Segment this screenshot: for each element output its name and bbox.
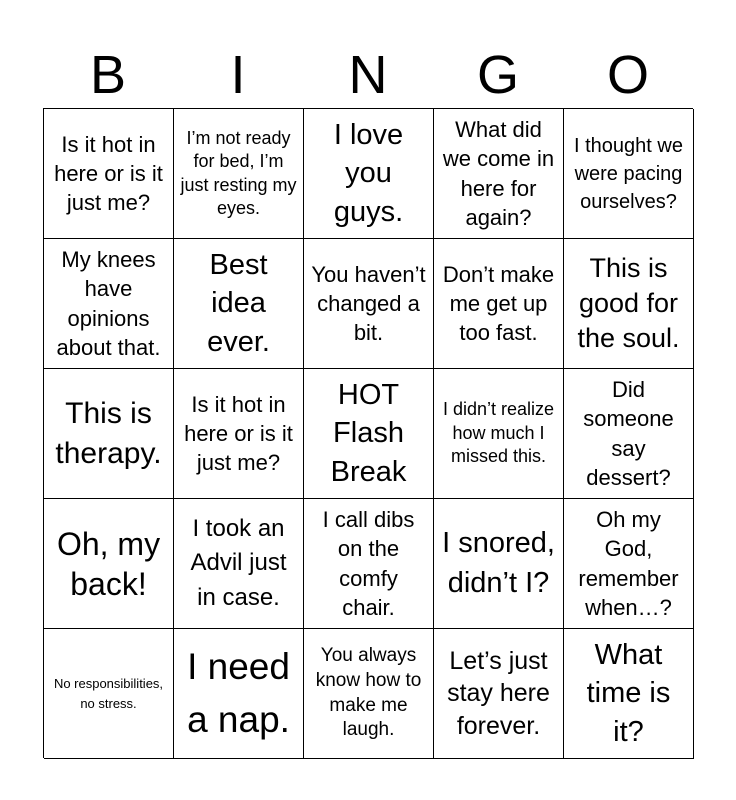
bingo-cell-text: What did we come in here for again? bbox=[442, 117, 555, 230]
bingo-cell-r5c5[interactable] bbox=[564, 629, 694, 759]
bingo-cell-r3c5[interactable] bbox=[564, 369, 694, 499]
bingo-cell-r3c2[interactable] bbox=[174, 369, 304, 499]
bingo-cell-r2c5[interactable] bbox=[564, 239, 694, 369]
bingo-cell-r4c2[interactable] bbox=[174, 499, 304, 629]
header-letter-n: N bbox=[348, 45, 388, 105]
bingo-cell-text: Is it hot in here or is it just me? bbox=[54, 131, 163, 216]
bingo-cell-text: You always know how to make me laugh. bbox=[315, 645, 422, 741]
bingo-cell-text: Oh my God, remember when…? bbox=[578, 507, 679, 620]
header-letter-o: O bbox=[606, 45, 649, 105]
bingo-cell-text: Did someone say dessert? bbox=[583, 377, 674, 490]
bingo-card-grid bbox=[43, 108, 693, 758]
bingo-cell-text: HOT Flash Break bbox=[330, 378, 407, 488]
bingo-cell-r5c2[interactable] bbox=[174, 629, 304, 759]
bingo-header bbox=[43, 42, 693, 108]
bingo-cell-r4c4[interactable] bbox=[434, 499, 564, 629]
bingo-cell-text: I call dibs on the comfy chair. bbox=[322, 507, 415, 620]
bingo-cell-r2c2[interactable] bbox=[174, 239, 304, 369]
bingo-cell-r1c1[interactable] bbox=[44, 109, 174, 239]
bingo-cell-text: No responsibilities, no stress. bbox=[53, 676, 164, 711]
bingo-cell-r3c4[interactable] bbox=[434, 369, 564, 499]
bingo-cell-text: You haven’t changed a bit. bbox=[311, 261, 426, 346]
bingo-cell-text: I thought we were pacing ourselves? bbox=[574, 134, 683, 213]
bingo-cell-text: Best idea ever. bbox=[207, 248, 270, 358]
bingo-cell-text: What time is it? bbox=[586, 638, 671, 748]
bingo-cell-text: This is good for the soul. bbox=[577, 252, 680, 354]
bingo-cell-text: I love you guys. bbox=[333, 118, 404, 228]
bingo-cell-text: I took an Advil just in case. bbox=[190, 515, 287, 611]
bingo-cell-r5c4[interactable] bbox=[434, 629, 564, 759]
bingo-cell-r1c3[interactable] bbox=[304, 109, 434, 239]
bingo-cell-r2c4[interactable] bbox=[434, 239, 564, 369]
bingo-cell-text: My knees have opinions about that. bbox=[56, 247, 161, 360]
bingo-cell-text: Is it hot in here or is it just me? bbox=[184, 391, 293, 476]
bingo-cell-r1c2[interactable] bbox=[174, 109, 304, 239]
bingo-cell-r2c1[interactable] bbox=[44, 239, 174, 369]
bingo-cell-text: This is therapy. bbox=[55, 396, 162, 470]
bingo-cell-text: Don’t make me get up too fast. bbox=[442, 261, 555, 346]
bingo-cell-r3c3[interactable] bbox=[304, 369, 434, 499]
bingo-cell-r1c4[interactable] bbox=[434, 109, 564, 239]
bingo-cell-text: I need a nap. bbox=[187, 645, 290, 740]
bingo-cell-text: I snored, didn’t I? bbox=[442, 527, 555, 599]
bingo-cell-r4c3[interactable] bbox=[304, 499, 434, 629]
bingo-cell-text: I didn’t realize how much I missed this. bbox=[442, 399, 555, 467]
header-letter-g: G bbox=[476, 45, 519, 105]
header-letter-b: B bbox=[89, 45, 127, 105]
bingo-cell-r4c5[interactable] bbox=[564, 499, 694, 629]
header-letter-i: I bbox=[230, 45, 246, 105]
bingo-cell-r2c3[interactable] bbox=[304, 239, 434, 369]
bingo-cell-r3c1[interactable] bbox=[44, 369, 174, 499]
bingo-cell-r5c3[interactable] bbox=[304, 629, 434, 759]
bingo-cell-r4c1[interactable] bbox=[44, 499, 174, 629]
bingo-cell-r1c5[interactable] bbox=[564, 109, 694, 239]
bingo-cell-text: Let’s just stay here forever. bbox=[447, 646, 550, 740]
bingo-cell-text: I’m not ready for bed, I’m just resting my eyes. bbox=[180, 127, 297, 218]
bingo-cell-text: Oh, my back! bbox=[56, 525, 161, 602]
bingo-cell-r5c1[interactable] bbox=[44, 629, 174, 759]
